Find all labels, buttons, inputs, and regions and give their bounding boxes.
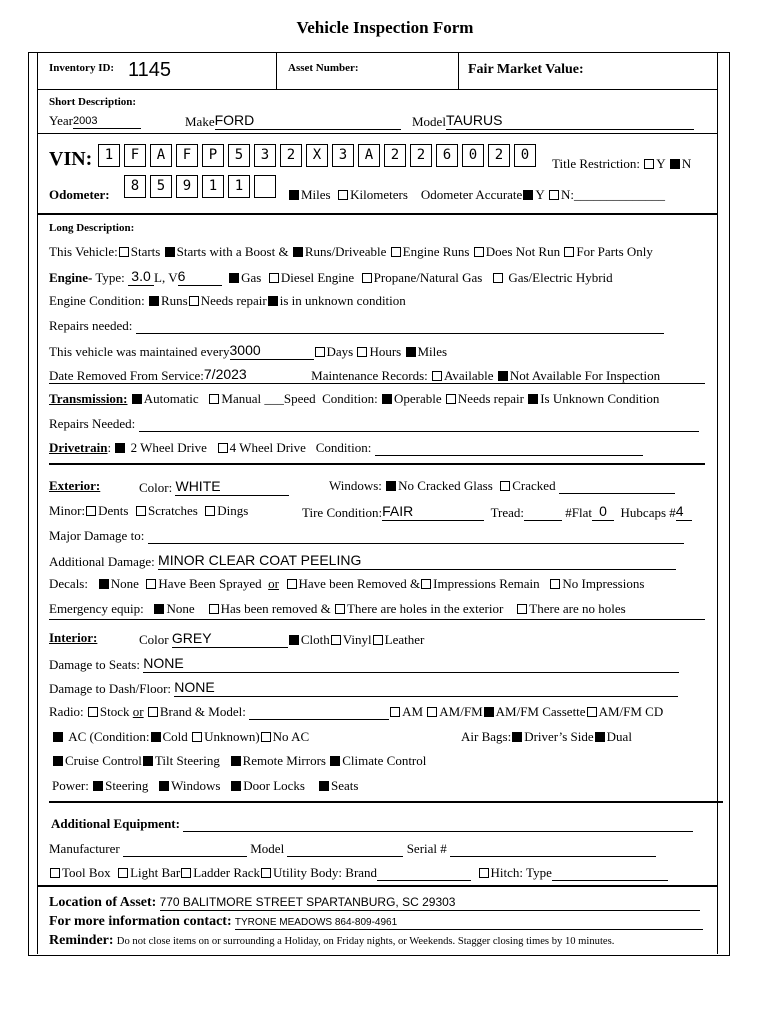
- brand-model-checkbox[interactable]: [148, 707, 158, 717]
- holes-label: There are holes in the exterior: [346, 601, 504, 616]
- date-removed-label: Date Removed From Service:: [49, 368, 204, 383]
- lightbar-checkbox[interactable]: [118, 868, 128, 878]
- additional-damage-value[interactable]: MINOR CLEAR COAT PEELING: [158, 552, 362, 568]
- or-label: or: [268, 576, 279, 591]
- no-impressions-checkbox[interactable]: [550, 579, 560, 589]
- trans-needs-repair-checkbox[interactable]: [446, 394, 456, 404]
- engine-runs-cond-checkbox[interactable]: [149, 296, 159, 306]
- tilt-label: Tilt Steering: [154, 753, 220, 768]
- four-wd-label: 4 Wheel Drive: [229, 440, 306, 455]
- decals-label: Decals:: [49, 576, 88, 591]
- short-description-label: Short Description:: [49, 96, 137, 108]
- miles-checkbox[interactable]: [289, 190, 299, 200]
- year-value[interactable]: 2003: [72, 115, 98, 127]
- drivers-side-checkbox[interactable]: [512, 732, 522, 742]
- equipment-model-field[interactable]: [287, 844, 403, 857]
- four-wd-checkbox[interactable]: [218, 443, 228, 453]
- flat-label: #Flat: [565, 505, 593, 520]
- equipment-model-label: Model: [250, 841, 285, 856]
- divider: [37, 89, 718, 90]
- ac-cold-label: Cold: [162, 729, 188, 744]
- divider: [458, 52, 459, 89]
- amfm-cassette-checkbox[interactable]: [484, 707, 494, 717]
- odometer-label: Odometer:: [49, 187, 110, 202]
- remote-mirrors-checkbox[interactable]: [231, 756, 241, 766]
- for-parts-checkbox[interactable]: [564, 247, 574, 257]
- amfm-label: AM/FM: [439, 704, 483, 719]
- manufacturer-field[interactable]: [123, 844, 247, 857]
- no-holes-checkbox[interactable]: [517, 604, 527, 614]
- starts-label: Starts: [130, 244, 161, 259]
- power-label: Power:: [52, 778, 89, 793]
- no-ac-label: No AC: [272, 729, 310, 744]
- exterior-label: Exterior:: [49, 478, 101, 493]
- records-available-label: Available: [443, 368, 494, 383]
- accurate-n-label: N:______________: [560, 187, 665, 202]
- no-cracked-checkbox[interactable]: [386, 481, 396, 491]
- engine-unknown-checkbox[interactable]: [268, 296, 278, 306]
- make-label: Make: [185, 114, 215, 129]
- accurate-y-checkbox[interactable]: [523, 190, 533, 200]
- propane-checkbox[interactable]: [362, 273, 372, 283]
- frame-inner-right: [717, 52, 718, 954]
- leather-checkbox[interactable]: [373, 635, 383, 645]
- speed-label: ___Speed: [264, 391, 316, 406]
- brand-model-field[interactable]: [249, 707, 389, 720]
- kilometers-label: Kilometers: [350, 187, 408, 202]
- ac-label: AC (Condition:: [68, 729, 150, 744]
- divider: [37, 133, 718, 134]
- drivers-side-label: Driver’s Side: [524, 729, 594, 744]
- engine-type-label: Type:: [95, 270, 125, 285]
- records-available-checkbox[interactable]: [432, 371, 442, 381]
- cruise-checkbox[interactable]: [53, 756, 63, 766]
- trans-repairs-label: Repairs Needed:: [49, 416, 136, 431]
- operable-label: Operable: [394, 391, 442, 406]
- model-label: Model: [412, 114, 446, 129]
- lightbar-label: Light Bar: [130, 865, 181, 880]
- seats-damage-label: Damage to Seats:: [49, 657, 140, 672]
- propane-label: Propane/Natural Gas: [373, 270, 483, 285]
- manual-label: Manual: [221, 391, 262, 406]
- decals-none-label: None: [110, 576, 139, 591]
- radio-stock-checkbox[interactable]: [88, 707, 98, 717]
- hours-checkbox[interactable]: [357, 347, 367, 357]
- engine-needs-repair-label: Needs repair: [200, 293, 267, 308]
- windows-label: Windows:: [329, 478, 382, 493]
- automatic-checkbox[interactable]: [132, 394, 142, 404]
- power-windows-label: Windows: [171, 778, 221, 793]
- engine-repairs-label: Repairs needed:: [49, 318, 133, 333]
- two-wd-checkbox[interactable]: [115, 443, 125, 453]
- drivetrain-condition-label: Condition:: [315, 440, 372, 455]
- amfm-checkbox[interactable]: [427, 707, 437, 717]
- seats-damage-value[interactable]: NONE: [143, 655, 184, 671]
- odometer-digit[interactable]: 1: [228, 175, 250, 198]
- am-label: AM: [402, 704, 424, 719]
- inventory-value[interactable]: 1145: [128, 59, 172, 81]
- does-not-run-label: Does Not Run: [485, 244, 561, 259]
- records-not-available-checkbox[interactable]: [498, 371, 508, 381]
- exterior-color-value[interactable]: WHITE: [175, 478, 221, 494]
- emergency-label: Emergency equip:: [49, 601, 144, 616]
- inventory-label: Inventory ID:: [49, 62, 115, 74]
- date-removed-value[interactable]: 7/2023: [203, 366, 247, 382]
- radio-label: Radio:: [49, 704, 84, 719]
- utility-label: Utility Body: Brand: [273, 865, 378, 880]
- odometer-digit[interactable]: 5: [150, 175, 172, 198]
- accurate-y-label: Y: [535, 187, 545, 202]
- vinyl-checkbox[interactable]: [331, 635, 341, 645]
- dents-label: Dents: [98, 503, 129, 518]
- vin-char[interactable]: 2: [410, 144, 432, 167]
- miles-label: Miles: [301, 187, 331, 202]
- runs-driveable-checkbox[interactable]: [293, 247, 303, 257]
- maintained-every-value[interactable]: 3000: [229, 342, 261, 358]
- title-n-label: N: [681, 156, 692, 171]
- form-title: Vehicle Inspection Form: [296, 18, 474, 37]
- engine-needs-repair-checkbox[interactable]: [189, 296, 199, 306]
- ladder-checkbox[interactable]: [181, 868, 191, 878]
- holes-checkbox[interactable]: [335, 604, 345, 614]
- transmission-label: Transmission:: [49, 391, 128, 406]
- climate-checkbox[interactable]: [330, 756, 340, 766]
- vin-char[interactable]: 5: [228, 144, 250, 167]
- vin-label: VIN:: [49, 148, 93, 170]
- frame-inner-left: [37, 52, 38, 954]
- title-y-label: Y: [656, 156, 666, 171]
- interior-color-value[interactable]: GREY: [171, 630, 212, 646]
- maintained-every-label: This vehicle was maintained every: [49, 344, 230, 359]
- vin-char[interactable]: F: [124, 144, 146, 167]
- no-ac-checkbox[interactable]: [261, 732, 271, 742]
- engine-cylinders-value[interactable]: 6: [177, 268, 186, 284]
- divider: [49, 619, 705, 620]
- starts-checkbox[interactable]: [119, 247, 129, 257]
- tire-condition-label: Tire Condition:: [302, 505, 383, 520]
- diesel-label: Diesel Engine: [280, 270, 355, 285]
- kilometers-checkbox[interactable]: [338, 190, 348, 200]
- minor-label: Minor:: [49, 503, 86, 518]
- divider: [49, 383, 705, 384]
- operable-checkbox[interactable]: [382, 394, 392, 404]
- dings-label: Dings: [217, 503, 249, 518]
- divider: [37, 885, 718, 887]
- title-restriction-label: Title Restriction:: [552, 156, 640, 171]
- am-checkbox[interactable]: [390, 707, 400, 717]
- decals-none-checkbox[interactable]: [99, 579, 109, 589]
- dual-checkbox[interactable]: [595, 732, 605, 742]
- records-not-available-label: Not Available For Inspection: [509, 368, 661, 383]
- vin-char[interactable]: 0: [514, 144, 536, 167]
- airbags-label: Air Bags:: [461, 729, 512, 744]
- tire-condition-value[interactable]: FAIR: [382, 503, 414, 519]
- vin-char[interactable]: P: [202, 144, 224, 167]
- starts-boost-label: Starts with a Boost &: [176, 244, 289, 259]
- divider: [49, 801, 723, 803]
- removed-checkbox[interactable]: [287, 579, 297, 589]
- trans-needs-repair-label: Needs repair: [457, 391, 524, 406]
- automatic-label: Automatic: [143, 391, 199, 406]
- trans-unknown-label: Is Unknown Condition: [540, 391, 660, 406]
- power-seats-label: Seats: [330, 778, 359, 793]
- maint-miles-checkbox[interactable]: [406, 347, 416, 357]
- interior-label: Interior:: [49, 630, 98, 645]
- no-impressions-label: No Impressions: [562, 576, 645, 591]
- remote-mirrors-label: Remote Mirrors: [242, 753, 326, 768]
- engine-lv-label: L, V: [154, 270, 178, 285]
- engine-runs-checkbox[interactable]: [391, 247, 401, 257]
- trans-unknown-checkbox[interactable]: [528, 394, 538, 404]
- utility-brand-field[interactable]: [377, 868, 471, 881]
- utility-checkbox[interactable]: [261, 868, 271, 878]
- two-wd-label: 2 Wheel Drive: [130, 440, 207, 455]
- cloth-checkbox[interactable]: [289, 635, 299, 645]
- additional-equipment-field[interactable]: [183, 819, 693, 832]
- cracked-label: Cracked: [512, 478, 556, 493]
- days-checkbox[interactable]: [315, 347, 325, 357]
- title-y-checkbox[interactable]: [644, 159, 654, 169]
- dents-checkbox[interactable]: [86, 506, 96, 516]
- interior-color-label: Color: [139, 632, 169, 647]
- dual-label: Dual: [606, 729, 632, 744]
- starts-boost-checkbox[interactable]: [165, 247, 175, 257]
- radio-stock-label: Stock: [99, 704, 130, 719]
- vin-char[interactable]: 6: [436, 144, 458, 167]
- amfm-cd-checkbox[interactable]: [587, 707, 597, 717]
- long-description-label: Long Description:: [49, 222, 135, 234]
- vin-char[interactable]: 2: [384, 144, 406, 167]
- hubcaps-label: Hubcaps #: [620, 505, 676, 520]
- scratches-label: Scratches: [147, 503, 198, 518]
- this-vehicle-label: This Vehicle:: [49, 244, 118, 259]
- vin-char[interactable]: F: [176, 144, 198, 167]
- vin-char[interactable]: A: [358, 144, 380, 167]
- ac-checkbox[interactable]: [53, 732, 63, 742]
- dash-damage-label: Damage to Dash/Floor:: [49, 681, 172, 696]
- dings-checkbox[interactable]: [205, 506, 215, 516]
- hitch-label: Hitch: Type: [490, 865, 552, 880]
- emergency-removed-label: Has been removed &: [220, 601, 331, 616]
- location-value[interactable]: 770 BALITMORE STREET SPARTANBURG, SC 29303: [159, 895, 456, 909]
- accurate-n-checkbox[interactable]: [549, 190, 559, 200]
- scratches-checkbox[interactable]: [136, 506, 146, 516]
- contact-label: For more information contact:: [49, 914, 232, 929]
- asset-number-label: Asset Number:: [288, 62, 359, 74]
- cloth-label: Cloth: [300, 632, 330, 647]
- engine-label: Engine-: [49, 270, 93, 285]
- runs-driveable-label: Runs/Driveable: [304, 244, 387, 259]
- make-value[interactable]: FORD: [214, 112, 255, 128]
- engine-condition-label: Engine Condition:: [49, 293, 145, 308]
- no-cracked-label: No Cracked Glass: [398, 478, 493, 493]
- sprayed-checkbox[interactable]: [146, 579, 156, 589]
- amfm-cassette-label: AM/FM Cassette: [495, 704, 586, 719]
- vin-char[interactable]: A: [150, 144, 172, 167]
- engine-runs-label: Engine Runs: [402, 244, 470, 259]
- for-parts-label: For Parts Only: [576, 244, 653, 259]
- trans-repairs-field[interactable]: [139, 419, 699, 432]
- major-damage-label: Major Damage to:: [49, 528, 145, 543]
- impressions-remain-checkbox[interactable]: [421, 579, 431, 589]
- reminder-text: Do not close items on or surrounding a Holiday, on Friday nights, or Weekends. Stagger closing times by 10 minutes.: [116, 936, 615, 947]
- sprayed-label: Have Been Sprayed: [158, 576, 262, 591]
- power-seats-checkbox[interactable]: [319, 781, 329, 791]
- transmission-condition-label: Condition:: [322, 391, 378, 406]
- vin-char[interactable]: 2: [488, 144, 510, 167]
- maint-miles-label: Miles: [417, 344, 448, 359]
- engine-liters-value[interactable]: 3.0: [131, 268, 151, 284]
- toolbox-checkbox[interactable]: [50, 868, 60, 878]
- odometer-accurate-label: Odometer Accurate: [420, 187, 523, 202]
- power-steering-checkbox[interactable]: [93, 781, 103, 791]
- divider: [49, 463, 705, 465]
- divider: [37, 213, 718, 215]
- serial-label: Serial #: [406, 841, 447, 856]
- ac-unknown-checkbox[interactable]: [192, 732, 202, 742]
- radio-or-label: or: [132, 704, 144, 719]
- hybrid-label: Gas/Electric Hybrid: [508, 270, 613, 285]
- amfm-cd-label: AM/FM CD: [598, 704, 664, 719]
- odometer-digit[interactable]: [254, 175, 276, 198]
- emergency-none-label: None: [166, 601, 195, 616]
- cracked-checkbox[interactable]: [500, 481, 510, 491]
- diesel-checkbox[interactable]: [269, 273, 279, 283]
- impressions-remain-label: Impressions Remain: [433, 576, 540, 591]
- power-steering-label: Steering: [105, 778, 149, 793]
- power-windows-checkbox[interactable]: [159, 781, 169, 791]
- hours-label: Hours: [369, 344, 402, 359]
- hubcaps-value[interactable]: 4: [675, 503, 684, 519]
- brand-model-label: Brand & Model:: [159, 704, 246, 719]
- tilt-checkbox[interactable]: [143, 756, 153, 766]
- emergency-removed-checkbox[interactable]: [209, 604, 219, 614]
- climate-label: Climate Control: [342, 753, 427, 768]
- cracked-field[interactable]: [559, 481, 675, 494]
- contact-value[interactable]: TYRONE MEADOWS 864-809-4961: [234, 917, 398, 928]
- vin-char[interactable]: X: [306, 144, 328, 167]
- major-damage-field[interactable]: [148, 531, 684, 544]
- title-n-checkbox[interactable]: [670, 159, 680, 169]
- emergency-none-checkbox[interactable]: [154, 604, 164, 614]
- vin-char[interactable]: 2: [280, 144, 302, 167]
- vin-char[interactable]: 0: [462, 144, 484, 167]
- vinyl-label: Vinyl: [342, 632, 372, 647]
- cruise-label: Cruise Control: [65, 753, 142, 768]
- days-label: Days: [326, 344, 354, 359]
- drivetrain-condition-field[interactable]: [375, 443, 643, 456]
- tread-field[interactable]: [524, 508, 562, 521]
- manual-checkbox[interactable]: [209, 394, 219, 404]
- additional-damage-label: Additional Damage:: [49, 554, 155, 569]
- vin-char[interactable]: 3: [254, 144, 276, 167]
- drivetrain-label: Drivetrain: [49, 440, 108, 455]
- odometer-digit[interactable]: 8: [124, 175, 146, 198]
- removed-label: Have been Removed &: [298, 576, 421, 591]
- divider: [276, 52, 277, 89]
- maint-records-label: Maintenance Records:: [311, 368, 428, 383]
- exterior-color-label: Color:: [139, 480, 173, 495]
- flat-value[interactable]: 0: [599, 503, 607, 519]
- gas-checkbox[interactable]: [229, 273, 239, 283]
- toolbox-label: Tool Box: [62, 865, 111, 880]
- ac-unknown-label: Unknown): [204, 729, 260, 744]
- year-label: Year: [49, 113, 73, 128]
- door-locks-label: Door Locks: [243, 778, 305, 793]
- model-value[interactable]: TAURUS: [445, 112, 503, 128]
- reminder-label: Reminder:: [49, 933, 114, 948]
- leather-label: Leather: [384, 632, 425, 647]
- odometer-digit[interactable]: 1: [202, 175, 224, 198]
- engine-repairs-field[interactable]: [136, 321, 664, 334]
- manufacturer-label: Manufacturer: [49, 841, 120, 856]
- does-not-run-checkbox[interactable]: [474, 247, 484, 257]
- location-label: Location of Asset:: [49, 895, 157, 910]
- vin-char[interactable]: 1: [98, 144, 120, 167]
- odometer-digit[interactable]: 9: [176, 175, 198, 198]
- vin-char[interactable]: 3: [332, 144, 354, 167]
- no-holes-label: There are no holes: [529, 601, 626, 616]
- hitch-type-field[interactable]: [552, 868, 668, 881]
- gas-label: Gas: [241, 270, 262, 285]
- hybrid-checkbox[interactable]: [493, 273, 503, 283]
- tread-label: Tread:: [490, 505, 525, 520]
- additional-equipment-label: Additional Equipment:: [51, 816, 180, 831]
- door-locks-checkbox[interactable]: [231, 781, 241, 791]
- fair-market-value-label: Fair Market Value:: [468, 62, 584, 77]
- dash-damage-value[interactable]: NONE: [174, 679, 215, 695]
- ladder-label: Ladder Rack: [193, 865, 261, 880]
- engine-runs-cond-label: Runs: [160, 293, 188, 308]
- ac-cold-checkbox[interactable]: [151, 732, 161, 742]
- engine-unknown-label: is in unknown condition: [279, 293, 406, 308]
- serial-field[interactable]: [450, 844, 656, 857]
- hitch-checkbox[interactable]: [479, 868, 489, 878]
